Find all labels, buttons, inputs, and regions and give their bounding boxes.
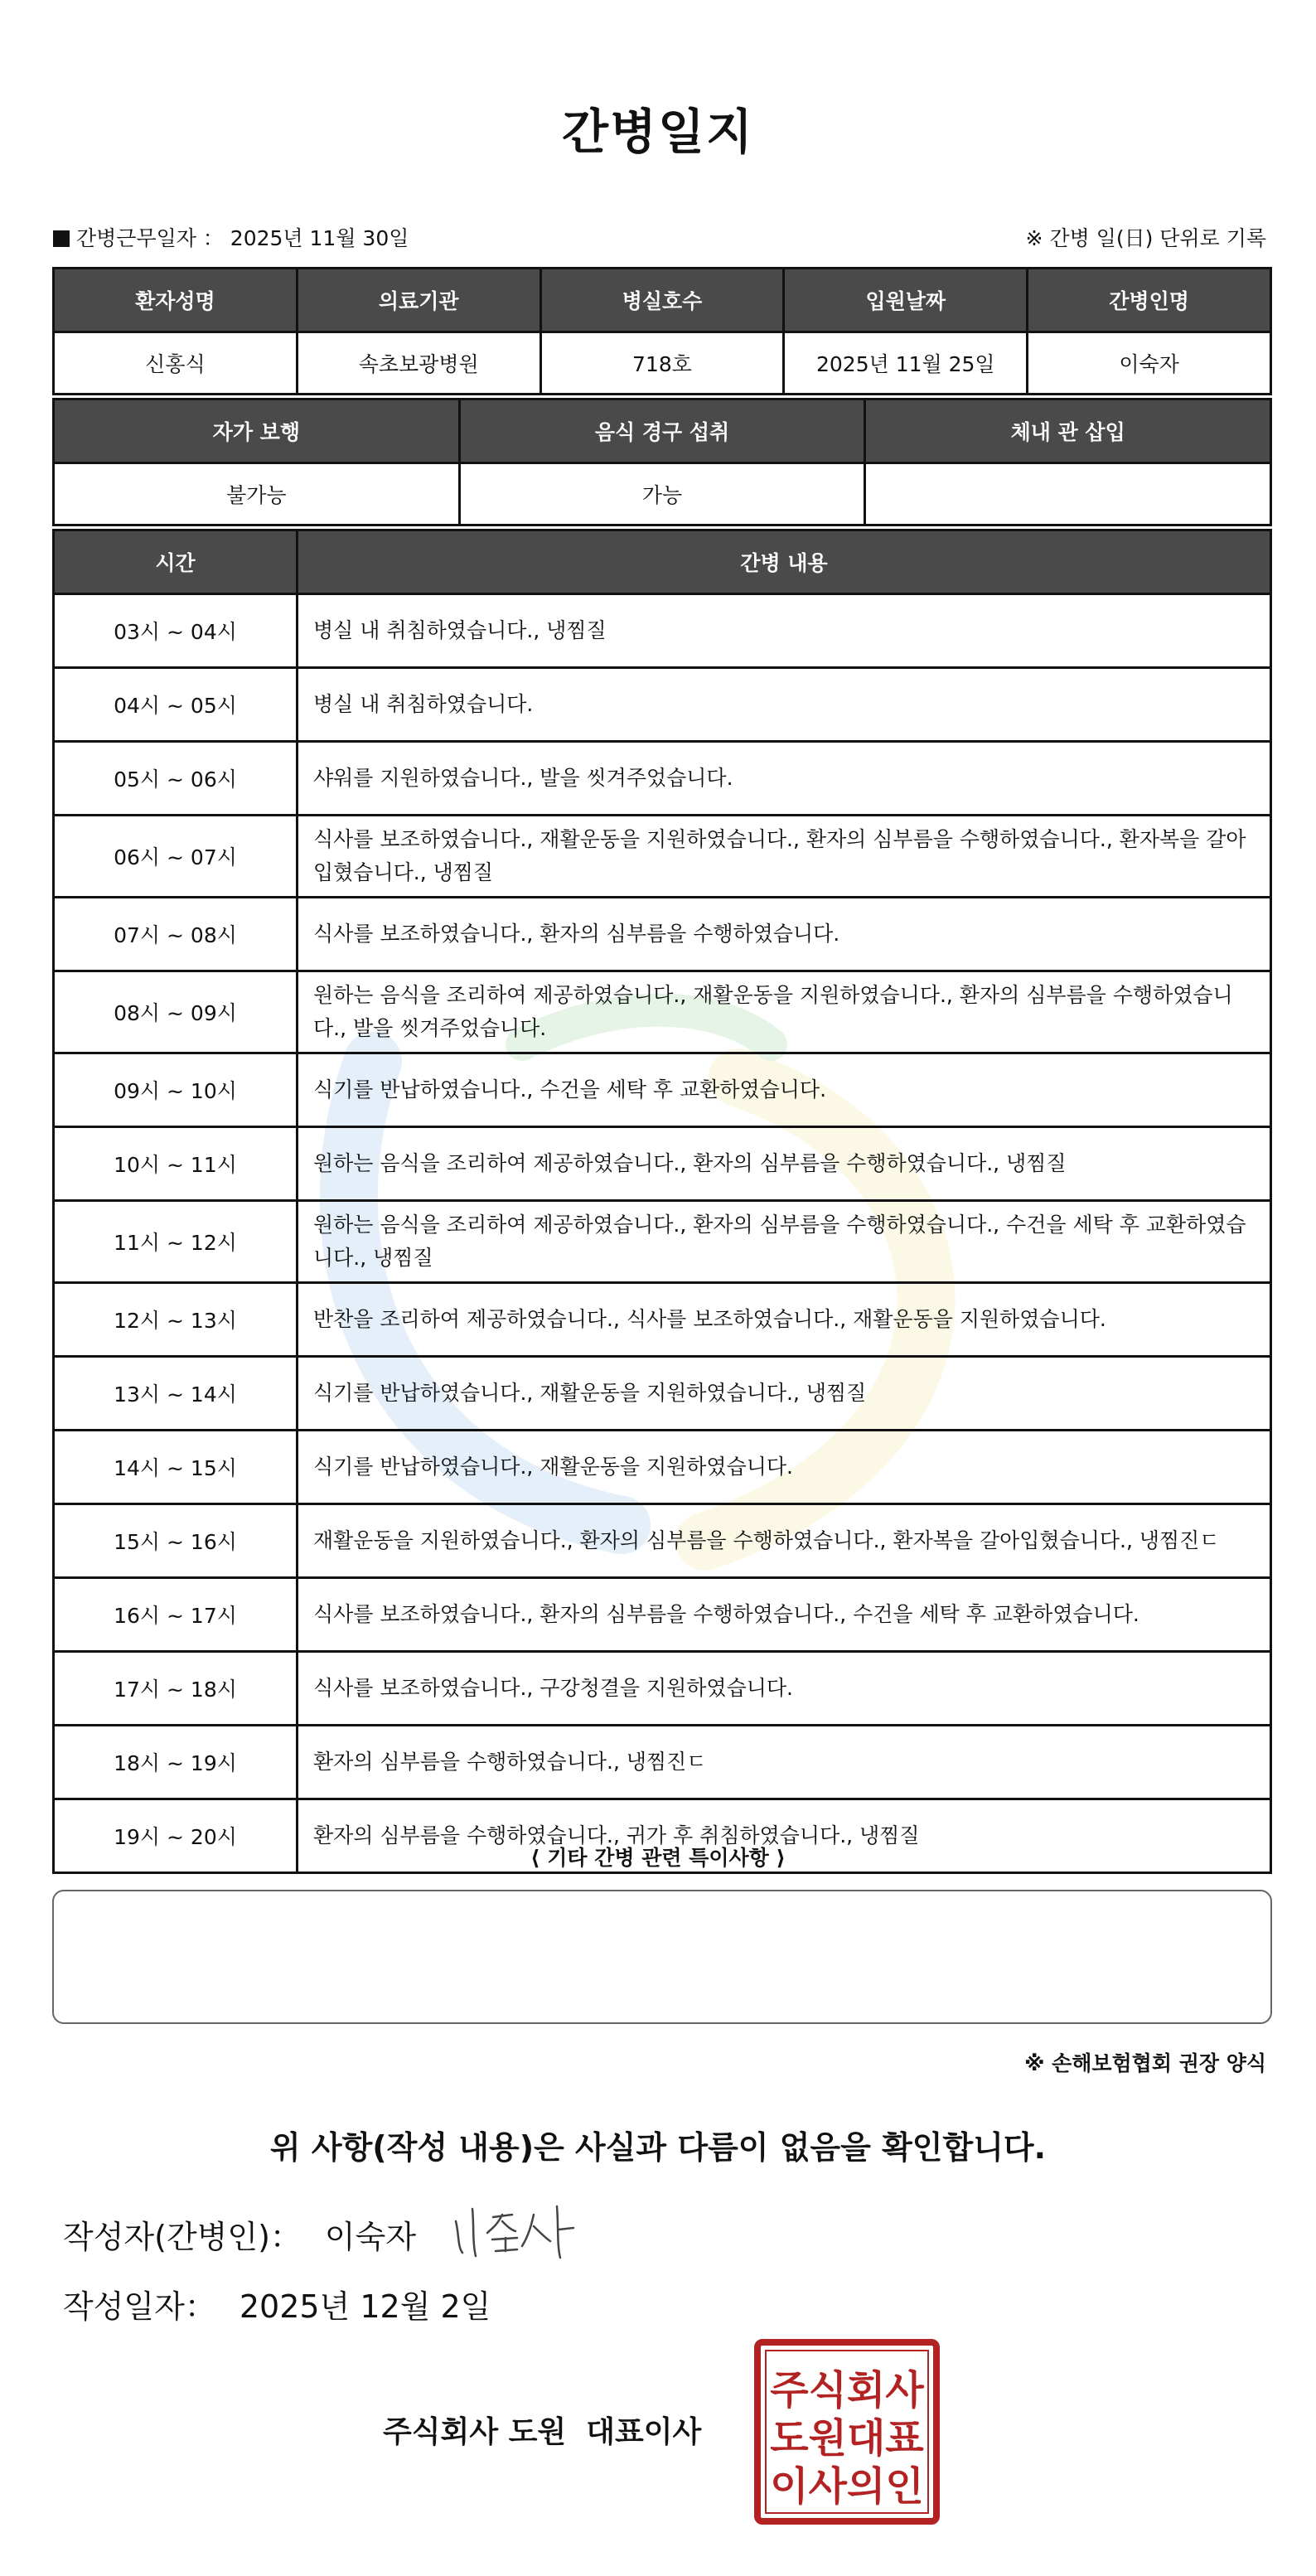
time-cell: 04시 ~ 05시 (54, 668, 298, 742)
time-cell: 13시 ~ 14시 (54, 1357, 298, 1431)
work-date (53, 222, 409, 252)
table-row (54, 898, 1271, 971)
time-cell: 11시 ~ 12시 (54, 1201, 298, 1283)
recommend-note: ※ 손해보험협회 권장 양식 (1024, 2051, 1266, 2075)
time-cell: 07시 ~ 08시 (54, 898, 298, 971)
time-cell: 05시 ~ 06시 (54, 742, 298, 816)
room-number: 718호 (540, 332, 784, 395)
time-cell: 12시 ~ 13시 (54, 1283, 298, 1357)
table-row (54, 1431, 1271, 1504)
header-room: 병실호수 (540, 269, 784, 332)
tube-insertion (865, 463, 1271, 525)
care-content-cell: 식기를 반납하였습니다., 수건을 세탁 후 교환하였습니다. (298, 1053, 1271, 1127)
care-content-cell: 원하는 음식을 조리하여 제공하였습니다., 재활운동을 지원하였습니다., 환자의 심부름을 수행하였습니다., 발을 씻겨주었습니다. (298, 971, 1271, 1053)
seal-line-3: 이사의인 (770, 2463, 924, 2510)
confirm-statement: 위 사항(작성 내용)은 사실과 다름이 없음을 확인합니다. (269, 2129, 1047, 2166)
table-row (54, 1578, 1271, 1652)
caregiver-name: 이숙자 (1028, 332, 1271, 395)
time-cell: 19시 ~ 20시 (54, 1799, 298, 1873)
care-content-cell: 환자의 심부름을 수행하였습니다., 귀가 후 취침하였습니다., 냉찜질 (298, 1799, 1271, 1873)
table-row (54, 1504, 1271, 1578)
care-content-cell: 병실 내 취침하였습니다. (298, 668, 1271, 742)
table-row (54, 1127, 1271, 1201)
care-content-cell: 반찬을 조리하여 제공하였습니다., 식사를 보조하였습니다., 재활운동을 지원하였습니다. (298, 1283, 1271, 1357)
time-cell: 03시 ~ 04시 (54, 594, 298, 668)
care-content-cell: 식사를 보조하였습니다., 환자의 심부름을 수행하였습니다. (298, 898, 1271, 971)
header-admission-date: 입원날짜 (784, 269, 1028, 332)
care-content-cell: 원하는 음식을 조리하여 제공하였습니다., 환자의 심부름을 수행하였습니다., 수건을 세탁 후 교환하였습니다., 냉찜질 (298, 1201, 1271, 1283)
time-cell: 18시 ~ 19시 (54, 1726, 298, 1799)
self-walking: 불가능 (54, 463, 460, 525)
care-content-cell: 식기를 반납하였습니다., 재활운동을 지원하였습니다., 냉찜질 (298, 1357, 1271, 1431)
oral-intake: 가능 (459, 463, 865, 525)
time-cell: 08시 ~ 09시 (54, 971, 298, 1053)
seal-line-2: 도원대표 (770, 2415, 924, 2462)
patient-info-table (52, 267, 1272, 395)
patient-name: 신홍식 (54, 332, 298, 395)
page-title: 간병일지 (561, 104, 755, 160)
care-content-cell: 병실 내 취침하였습니다., 냉찜질 (298, 594, 1271, 668)
company-name: 주식회사 도원 (383, 2415, 567, 2449)
table-row (54, 1053, 1271, 1127)
care-content-cell: 원하는 음식을 조리하여 제공하였습니다., 환자의 심부름을 수행하였습니다., 냉찜질 (298, 1127, 1271, 1201)
time-cell: 15시 ~ 16시 (54, 1504, 298, 1578)
write-date-line (63, 2281, 491, 2327)
work-date-text: 간병근무일자 ： 2025년 11월 30일 (76, 226, 409, 250)
special-notes-box (52, 1890, 1272, 2024)
write-date: 2025년 12월 2일 (239, 2288, 491, 2325)
table-row (54, 1726, 1271, 1799)
header-hospital: 의료기관 (297, 269, 540, 332)
table-row (54, 668, 1271, 742)
admission-date: 2025년 11월 25일 (784, 332, 1028, 395)
care-log-table (52, 529, 1272, 1874)
care-content-cell: 환자의 심부름을 수행하였습니다., 냉찜진ㄷ (298, 1726, 1271, 1799)
table-row (54, 742, 1271, 816)
header-oral-intake: 음식 경구 섭취 (459, 399, 865, 463)
header-caregiver-name: 간병인명 (1028, 269, 1271, 332)
table-row (54, 816, 1271, 898)
header-tube-insertion: 체내 관 삽입 (865, 399, 1271, 463)
care-content-cell: 식기를 반납하였습니다., 재활운동을 지원하였습니다. (298, 1431, 1271, 1504)
time-cell: 10시 ~ 11시 (54, 1127, 298, 1201)
table-row (54, 1283, 1271, 1357)
square-bullet-icon (53, 230, 70, 247)
care-content-cell: 식사를 보조하였습니다., 환자의 심부름을 수행하였습니다., 수건을 세탁 후 교환하였습니다. (298, 1578, 1271, 1652)
time-cell: 16시 ~ 17시 (54, 1578, 298, 1652)
care-content-cell: 샤워를 지원하였습니다., 발을 씻겨주었습니다. (298, 742, 1271, 816)
header-patient-name: 환자성명 (54, 269, 298, 332)
header-time: 시간 (54, 530, 298, 594)
table-row (54, 971, 1271, 1053)
table-row (54, 1201, 1271, 1283)
company-line (383, 2409, 701, 2451)
time-cell: 09시 ~ 10시 (54, 1053, 298, 1127)
time-cell: 17시 ~ 18시 (54, 1652, 298, 1726)
status-info-table (52, 398, 1272, 526)
header-care-content: 간병 내용 (298, 530, 1271, 594)
table-row (54, 594, 1271, 668)
company-seal (754, 2339, 940, 2525)
header-self-walking: 자가 보행 (54, 399, 460, 463)
hospital: 속초보광병원 (297, 332, 540, 395)
writer-label: 작성자(간병인)： (63, 2219, 302, 2255)
time-cell: 06시 ~ 07시 (54, 816, 298, 898)
seal-line-1: 주식회사 (770, 2367, 924, 2414)
writer-line (63, 2211, 416, 2257)
table-row (54, 1652, 1271, 1726)
table-row (54, 1357, 1271, 1431)
handwritten-signature (448, 2196, 597, 2263)
write-date-label: 작성일자： (63, 2288, 216, 2325)
care-content-cell: 식사를 보조하였습니다., 재활운동을 지원하였습니다., 환자의 심부름을 수행하였습니다., 환자복을 갈아입혔습니다., 냉찜질 (298, 816, 1271, 898)
care-content-cell: 재활운동을 지원하였습니다., 환자의 심부름을 수행하였습니다., 환자복을 갈아입혔습니다., 냉찜진ㄷ (298, 1504, 1271, 1578)
record-unit-note: ※ 간병 일(日) 단위로 기록 (1025, 226, 1266, 250)
care-content-cell: 식사를 보조하였습니다., 구강청결을 지원하였습니다. (298, 1652, 1271, 1726)
time-cell: 14시 ~ 15시 (54, 1431, 298, 1504)
writer-name: 이숙자 (324, 2219, 417, 2255)
special-notes-title: ⟨ 기타 간병 관련 특이사항 ⟩ (530, 1846, 786, 1870)
representative-title: 대표이사 (586, 2415, 702, 2449)
